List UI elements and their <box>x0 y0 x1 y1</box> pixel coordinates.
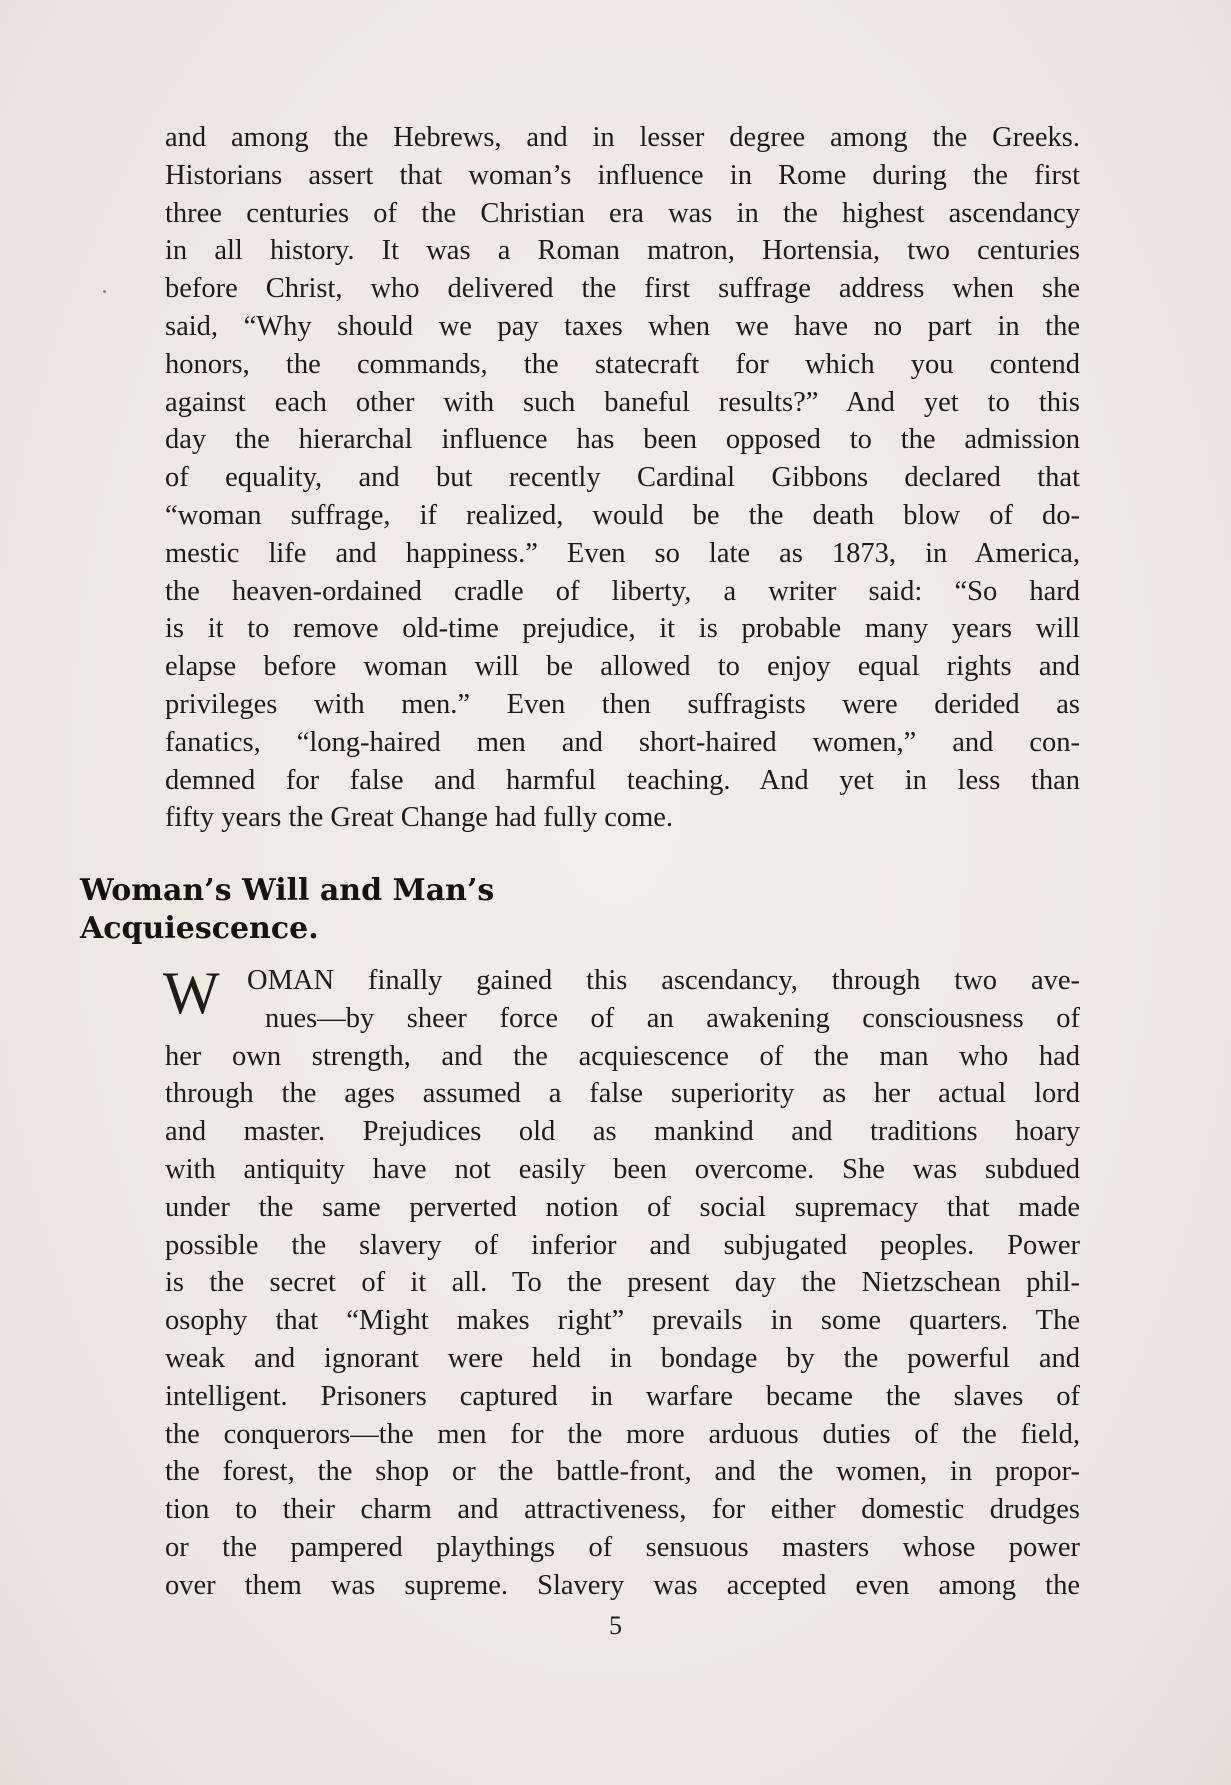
text-line: “woman suffrage, if realized, would be the death blow of do- <box>165 499 1080 531</box>
text-line: is it to remove old-time prejudice, it is probable many years will <box>165 613 1080 645</box>
text-line: or the pampered playthings of sensuous masters whose power <box>165 1531 1080 1563</box>
page-number: 5 <box>609 1611 622 1640</box>
text-line: intelligent. Prisoners captured in warfare became the slaves of <box>165 1380 1080 1412</box>
text-line: before Christ, who delivered the first suffrage address when she <box>165 273 1080 305</box>
text-line: nues—by sheer force of an awakening consciousness of <box>265 1002 1080 1034</box>
section-heading <box>80 872 494 948</box>
text-line: and master. Prejudices old as mankind and traditions hoary <box>165 1116 1080 1148</box>
text-line: day the hierarchal influence has been opposed to the admission <box>165 424 1080 456</box>
text-line: Historians assert that woman’s influence in Rome during the first <box>165 159 1080 191</box>
text-line: three centuries of the Christian era was in the highest ascendancy <box>165 197 1080 229</box>
text-line: elapse before woman will be allowed to enjoy equal rights and <box>165 651 1080 683</box>
text-line: fifty years the Great Change had fully come. <box>165 802 674 834</box>
text-line: and among the Hebrews, and in lesser degree among the Greeks. <box>165 122 1080 153</box>
text-line: honors, the commands, the statecraft for which you contend <box>165 348 1080 380</box>
text-line: against each other with such baneful results?” And yet to this <box>165 386 1080 418</box>
text-line: of equality, and but recently Cardinal Gibbons declared that <box>165 462 1080 494</box>
text-line: over them was supreme. Slavery was accepted even among the <box>165 1569 1080 1601</box>
text-line: fanatics, “long-haired men and short-haired women,” and con- <box>165 726 1080 758</box>
text-line: demned for false and harmful teaching. And yet in less than <box>165 764 1080 796</box>
text-line: possible the slavery of inferior and subjugated peoples. Power <box>165 1229 1080 1261</box>
drop-cap: W <box>163 960 220 1026</box>
text-line: the forest, the shop or the battle-front, and the women, in propor- <box>165 1456 1080 1488</box>
text-line: through the ages assumed a false superiority as her actual lord <box>165 1078 1080 1110</box>
paragraph-1 <box>165 119 1080 837</box>
text-line: under the same perverted notion of social supremacy that made <box>165 1191 1080 1223</box>
text-line: in all history. It was a Roman matron, Hortensia, two centuries <box>165 235 1080 267</box>
text-line: tion to their charm and attractiveness, for either domestic drudges <box>165 1494 1080 1526</box>
paragraph-2 <box>165 962 1080 1605</box>
text-line: the heaven-ordained cradle of liberty, a writer said: “So hard <box>165 575 1080 607</box>
section-heading-line: Woman’s Will and Man’s <box>80 873 495 908</box>
text-line: is the secret of it all. To the present day the Nietzschean phil- <box>165 1267 1080 1299</box>
text-line: the conquerors—the men for the more arduous duties of the field, <box>165 1418 1080 1450</box>
text-line: privileges with men.” Even then suffragists were derided as <box>165 688 1080 720</box>
text-line: weak and ignorant were held in bondage by the powerful and <box>165 1342 1080 1374</box>
text-line: her own strength, and the acquiescence of the man who had <box>165 1040 1080 1072</box>
text-line: osophy that “Might makes right” prevails in some quarters. The <box>165 1305 1080 1337</box>
text-line: mestic life and happiness.” Even so late as 1873, in America, <box>165 537 1080 569</box>
text-line: with antiquity have not easily been overcome. She was subdued <box>165 1153 1080 1185</box>
text-line: OMAN finally gained this ascendancy, through two ave- <box>247 965 1080 996</box>
text-line: said, “Why should we pay taxes when we have no part in the <box>165 310 1080 342</box>
paper-speck <box>103 290 106 293</box>
section-heading-line: Acquiescence. <box>80 911 319 946</box>
